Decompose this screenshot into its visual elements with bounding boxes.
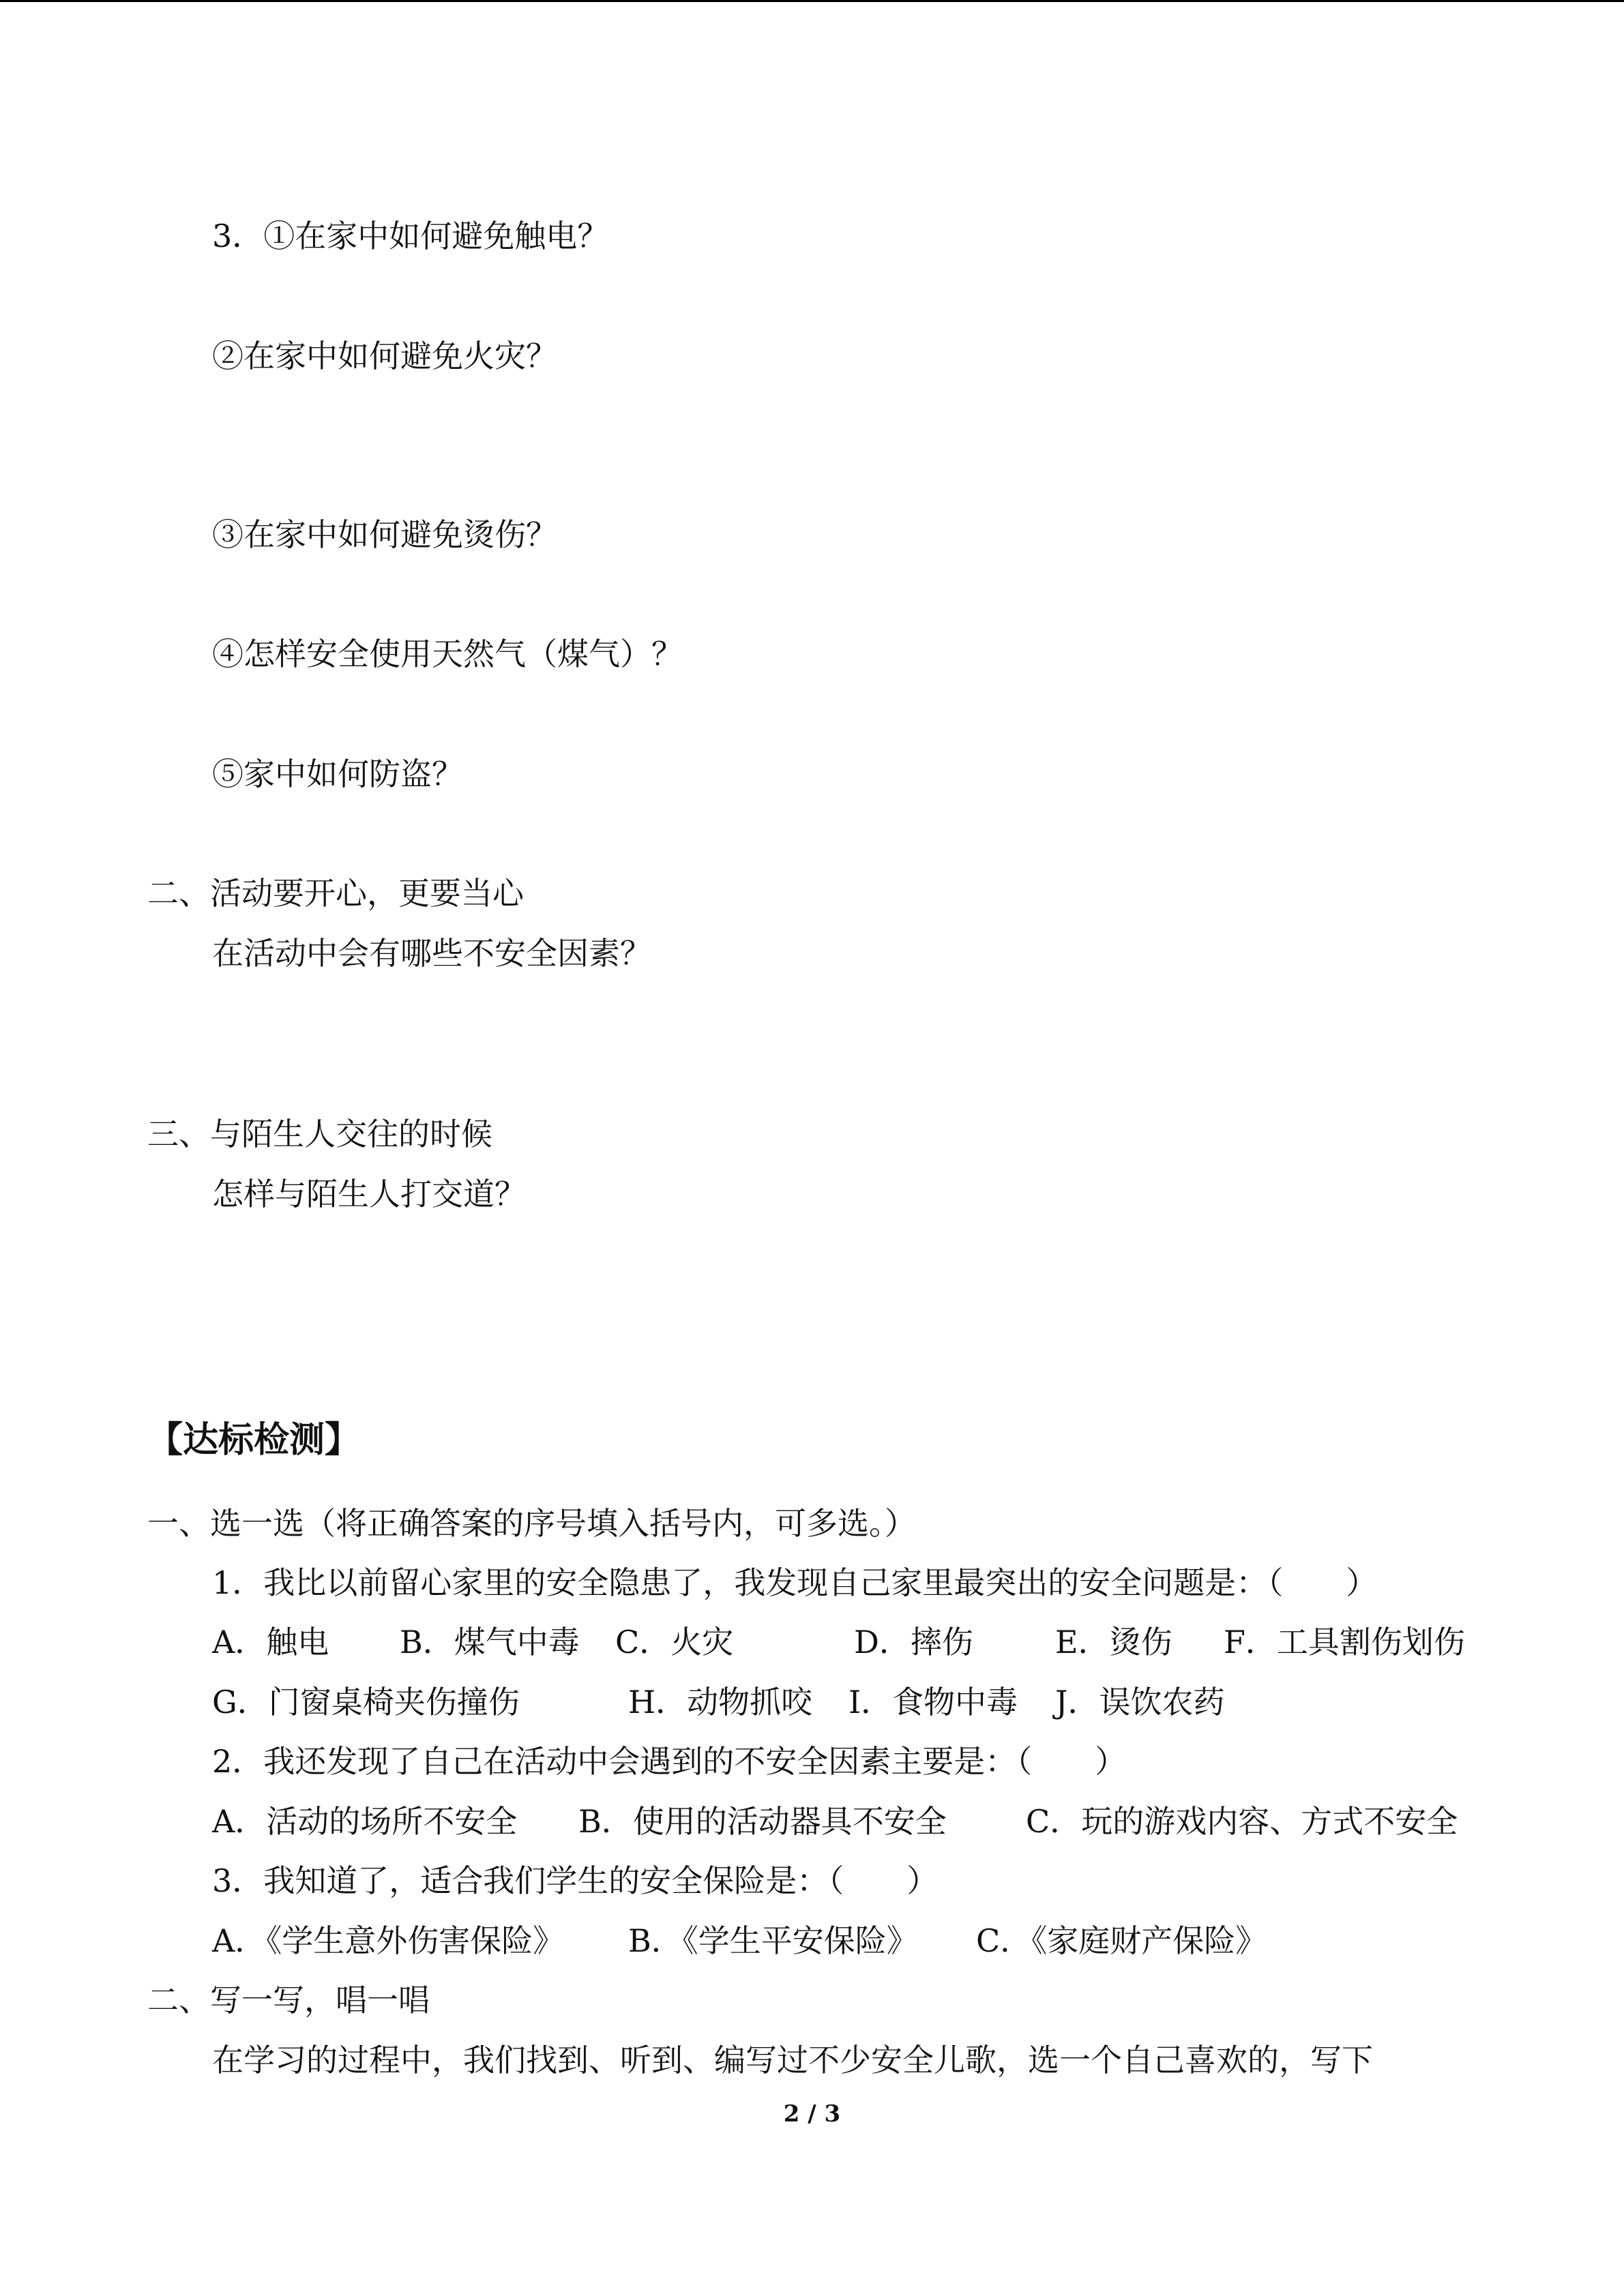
option-a: A．活动的场所不安全 [212, 1803, 518, 1840]
question-2-options [212, 1801, 1508, 1842]
option-j: J．误饮农药 [1055, 1684, 1225, 1720]
option-e: E．烫伤 [1055, 1624, 1172, 1660]
question-3-options [212, 1920, 1508, 1961]
section-3-question: 怎样与陌生人打交道？ [212, 1176, 526, 1212]
question-3-5: ⑤家中如何防盗？ [212, 756, 463, 792]
option-b: B．煤气中毒 [400, 1624, 580, 1660]
question-1-options-row-1 [212, 1622, 1508, 1663]
option-a: A．触电 [212, 1624, 329, 1660]
option-c: C．火灾 [615, 1624, 734, 1660]
question-1-options-row-2 [212, 1682, 1508, 1723]
option-a: A．《学生意外伤害保险》 [212, 1922, 565, 1959]
page-top-border [0, 0, 1624, 2]
option-h: H．动物抓咬 [628, 1684, 813, 1720]
section-2-question: 在活动中会有哪些不安全因素？ [212, 935, 651, 972]
page-number: 2 / 3 [783, 2100, 841, 2128]
section-2-title: 二、活动要开心，更要当心 [147, 875, 524, 912]
choice-question-1: 1．我比以前留心家里的安全隐患了，我发现自己家里最突出的安全问题是：（ ） [212, 1564, 1378, 1601]
option-i: I．食物中毒 [848, 1684, 1018, 1720]
part-2-text: 在学习的过程中，我们找到、听到、编写过不少安全儿歌，选一个自己喜欢的，写下 [212, 2042, 1373, 2078]
section-3-title: 三、与陌生人交往的时候 [147, 1116, 492, 1152]
question-3-3: ③在家中如何避免烫伤？ [212, 516, 557, 553]
option-c: C．《家庭财产保险》 [976, 1922, 1267, 1959]
part-2-title: 二、写一写，唱一唱 [147, 1982, 430, 2018]
choice-question-2: 2．我还发现了自己在活动中会遇到的不安全因素主要是：（ ） [212, 1743, 1127, 1780]
part-1-title: 一、选一选（将正确答案的序号填入括号内，可多选。） [147, 1505, 916, 1542]
option-c: C．玩的游戏内容、方式不安全 [1026, 1803, 1458, 1840]
option-g: G．门窗桌椅夹伤撞伤 [212, 1684, 520, 1720]
option-f: F．工具割伤划伤 [1224, 1624, 1465, 1660]
option-d: D．摔伤 [854, 1624, 973, 1660]
test-heading: 【达标检测】 [147, 1420, 361, 1461]
option-b: B．《学生平安保险》 [628, 1922, 918, 1959]
choice-question-3: 3．我知道了，适合我们学生的安全保险是：（ ） [212, 1862, 939, 1899]
question-3-1: 3．①在家中如何避免触电？ [212, 218, 609, 254]
question-3-4: ④怎样安全使用天然气（煤气）？ [212, 636, 683, 672]
option-b: B．使用的活动器具不安全 [578, 1803, 947, 1840]
question-3-2: ②在家中如何避免火灾？ [212, 338, 557, 374]
